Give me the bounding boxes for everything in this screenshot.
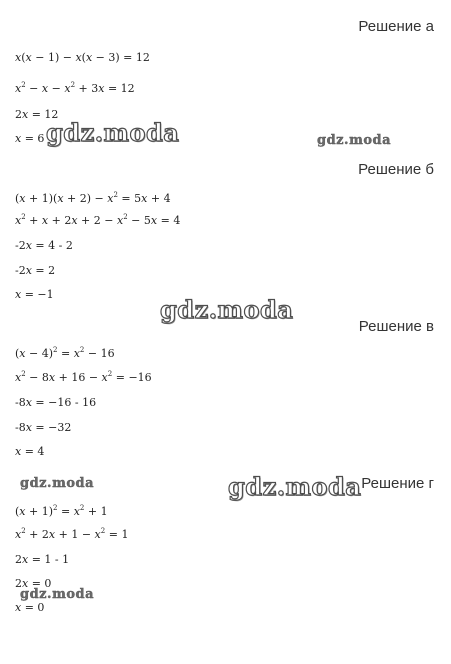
equation-line: 2x = 1 - 1 (15, 553, 70, 566)
equation-line: x = 0 (15, 601, 45, 614)
watermark-logo: gdz.moda (46, 118, 180, 147)
equation-line: $(x + 1)^2 = x^2 + 1$ (15, 504, 108, 518)
equation-line: x(x − 1) − x(x − 3) = 12 (15, 51, 150, 64)
equation-line: $(x - 4)^2 = x^2 - 16$ (15, 346, 115, 360)
equation-line: -2x = 2 (15, 264, 56, 277)
equation-line: -8x = −32 (15, 421, 72, 434)
heading-solution-v: Решение в (358, 318, 434, 335)
watermark-logo: gdz.moda (20, 587, 95, 602)
equation-line: $(x + 1)(x + 2) - x^2 = 5x + 4$ (15, 191, 171, 205)
equation-line: $x^2 + x + 2x + 2 - x^2 - 5x = 4$ (15, 213, 181, 227)
watermark-logo: gdz.moda (317, 133, 392, 148)
equation-line: $x^2 - 8x + 16 - x^2 = -16$ (15, 370, 152, 384)
equation-line: 2x = 0 (15, 577, 52, 590)
watermark-logo: gdz.moda (160, 295, 294, 324)
heading-solution-a: Решение а (358, 18, 434, 35)
equation-line: 2x = 12 (15, 108, 59, 121)
equation-line: $x^2 + 2x + 1 - x^2 = 1$ (15, 527, 129, 541)
equation-line: -8x = −16 - 16 (15, 396, 97, 409)
equation-line: -2x = 4 - 2 (15, 239, 73, 252)
heading-solution-b: Решение б (358, 161, 434, 178)
equation-line: x = 4 (15, 445, 45, 458)
equation-line: $x^2 - x - x^2 + 3x = 12$ (15, 81, 135, 95)
watermark-logo: gdz.moda (20, 476, 95, 491)
equation-line: x = −1 (15, 288, 54, 301)
equation-line: x = 6 (15, 132, 45, 145)
heading-solution-g: Решение г (361, 475, 434, 492)
watermark-logo: gdz.moda (228, 472, 362, 501)
